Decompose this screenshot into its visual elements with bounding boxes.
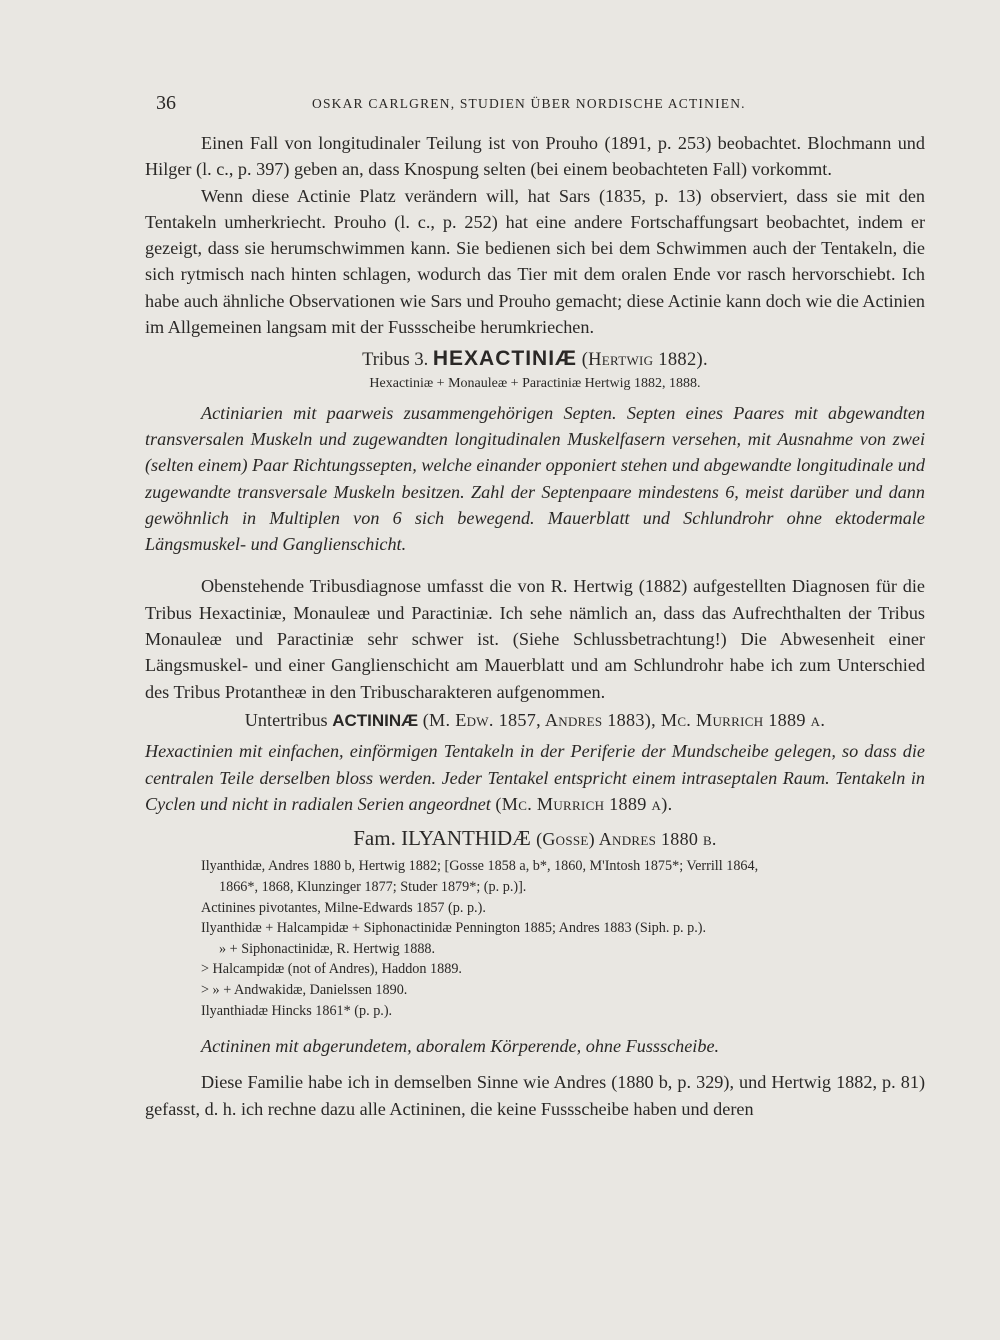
- synonym-line: Ilyanthidæ, Andres 1880 b, Hertwig 1882; [Gosse 1858 a, b*, 1860, M'Intosh 1875*; Verrill 1864,: [201, 858, 759, 875]
- familie-name: ILYANTHIDÆ: [401, 826, 531, 851]
- tribus-diagnosis: Actiniarien mit paarweis zusammengehörigen Septen. Septen eines Paares mit abgewandten transversalen Muskeln und zugewandten longitudinalen Muskelfasern versehen, mit Ausnahme von zwei (selten einem) Paar Richtungssepten, welche einander opponiert stehen und abgewandte longitudinale und zugewandte transversale Muskeln besitzen. Zahl der Septenpaare mindestens 6, meist darüber und dann gewöhnlich in Multiplen von 6 sich bewegend. Mauerblatt und Schlundrohr ohne ektodermale Längsmuskel- und Ganglienschicht.: [145, 402, 925, 555]
- familie-prefix: Fam.: [353, 826, 396, 851]
- familie-diagnosis: Actininen mit abgerundetem, aboralem Körperende, ohne Fussscheibe.: [201, 1036, 720, 1057]
- tribus-synonym-line: Hexactiniæ + Monauleæ + Paractiniæ Hertwig 1882, 1888.: [369, 375, 701, 391]
- tribus-prefix: Tribus 3.: [362, 350, 429, 371]
- page-body: [145, 130, 925, 1122]
- tribus-discussion: Obenstehende Tribusdiagnose umfasst die von R. Hertwig (1882) aufgestellten Diagnosen für die Tribus Hexactiniæ, Monauleæ und Paractiniæ. Ich sehe nämlich an, dass das Aufrechthalten der Tribus Monauleæ und Paractiniæ sehr schwer ist. (Siehe Schlussbetrachtung!) Die Abwesenheit einer Längsmuskel- und einer Ganglienschicht am Mauerblatt und am Schlundrohr habe ich zum Unterschied des Tribus Protantheæ in den Tribuscharakteren aufgenommen.: [145, 576, 925, 702]
- synonym-list: [201, 856, 925, 1021]
- untertribus-prefix: Untertribus: [244, 709, 328, 730]
- untertribus-diagnosis-ref: (Mc. Murrich 1889 a).: [495, 793, 673, 814]
- synonym-line: > » + Andwakidæ, Danielssen 1890.: [201, 981, 408, 998]
- spacer: [145, 557, 925, 573]
- synonym-line: 1866*, 1868, Klunzinger 1877; Studer 1879*; (p. p.)].: [219, 879, 527, 896]
- untertribus-heading: [145, 707, 925, 734]
- tribus-name: HEXACTINIÆ: [432, 347, 578, 371]
- running-header: [156, 92, 936, 118]
- tribus-author: (Hertwig 1882).: [581, 350, 708, 371]
- paragraph-teilung: Einen Fall von longitudinaler Teilung ist von Prouho (1891, p. 253) beobachtet. Blochmann und Hilger (l. c., p. 397) geben an, dass Knospung selten (bei einem beobachteten Fall) vorkommt.: [145, 133, 925, 180]
- synonym-line: Ilyanthiadæ Hincks 1861* (p. p.).: [201, 1002, 393, 1019]
- synonym-line: Actinines pivotantes, Milne-Edwards 1857 (p. p.).: [201, 899, 486, 916]
- synonym-line: > Halcampidæ (not of Andres), Haddon 1889.: [201, 961, 462, 978]
- page-number: 36: [156, 92, 176, 114]
- running-title: OSKAR CARLGREN, STUDIEN ÜBER NORDISCHE ACTINIEN.: [312, 96, 746, 111]
- untertribus-diagnosis: [145, 738, 925, 817]
- paragraph-fortbewegung: Wenn diese Actinie Platz verändern will, hat Sars (1835, p. 13) observiert, dass sie mit den Tentakeln umherkriecht. Prouho (l. c., p. 252) hat eine andere Fortschaffungsart beobachtet, indem er gezeigt, dass sie herumschwimmen kann. Sie bedienen sich bei dem Schwimmen auch der Tentakeln, die sich rytmisch nach hinten schlagen, wodurch das Tier mit dem oralen Ende vor rasch hervorschiebt. Ich habe auch ähnliche Observationen wie Sars und Prouho gemacht; diese Actinie kann doch wie die Actinien im Allgemeinen langsam mit der Fussscheibe herumkriechen.: [145, 185, 925, 338]
- tribus-heading: [145, 346, 925, 373]
- familie-paragraph: Diese Familie habe ich in demselben Sinne wie Andres (1880 b, p. 329), und Hertwig 1882, p. 81) gefasst, d. h. ich rechne dazu alle Actininen, die keine Fussscheibe haben und deren: [145, 1072, 925, 1119]
- untertribus-diagnosis-text: Hexactinien mit einfachen, einförmigen Tentakeln in der Periferie der Mundscheibe gelegen, so dass die centralen Teile derselben bloss werden. Jeder Tentakel entspricht einem intraseptalen Raum. Tentakeln in Cyclen und nicht in radialen Serien angeordnet: [145, 741, 925, 814]
- synonym-line: Ilyanthidæ + Halcampidæ + Siphonactinidæ Pennington 1885; Andres 1883 (Siph. p. p.).: [201, 920, 707, 937]
- synonym-line: » + Siphonactinidæ, R. Hertwig 1888.: [219, 940, 436, 957]
- untertribus-author: (M. Edw. 1857, Andres 1883), Mc. Murrich 1889 a.: [422, 709, 826, 730]
- familie-author: (Gosse) Andres 1880 b.: [536, 829, 717, 850]
- familie-heading: [145, 825, 925, 852]
- untertribus-name: ACTININÆ: [332, 710, 419, 730]
